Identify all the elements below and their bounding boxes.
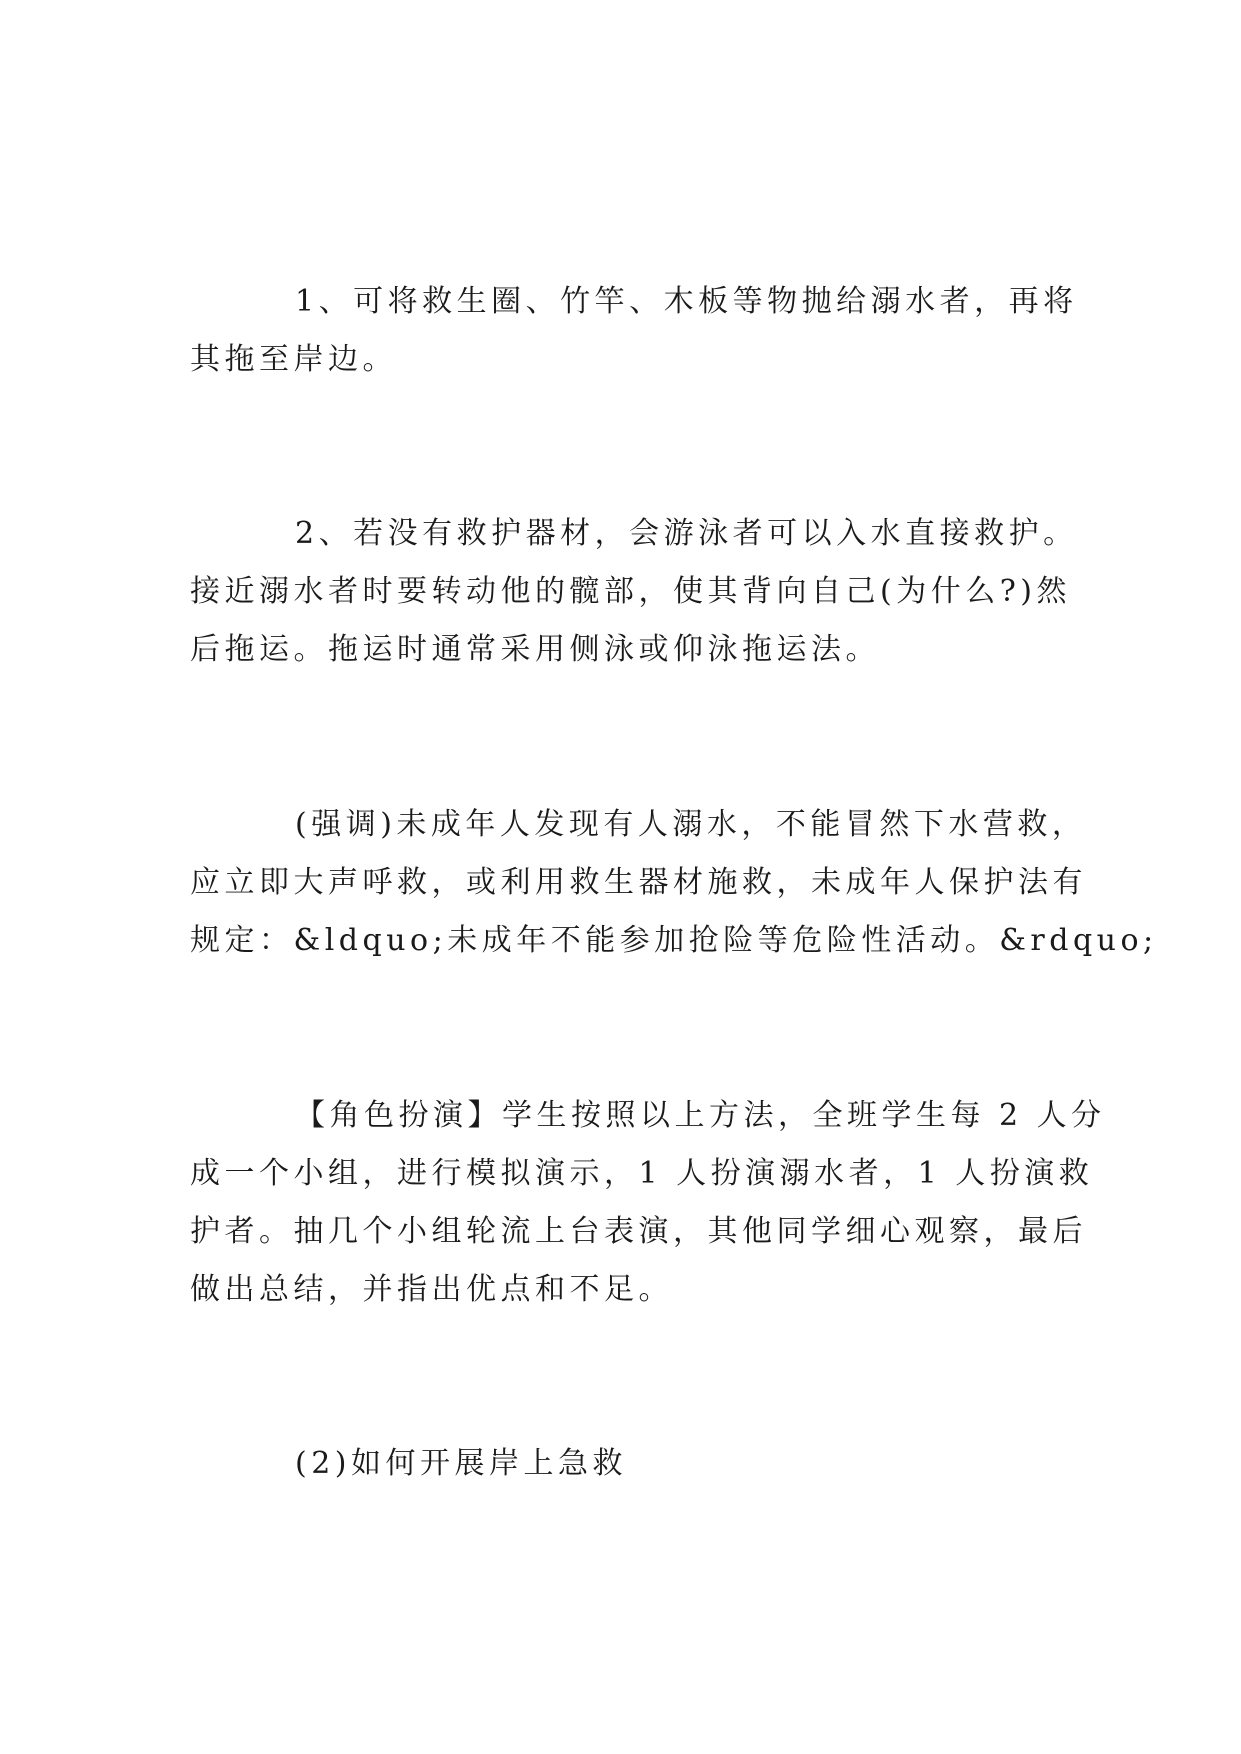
paragraph-line: 2、若没有救护器材，会游泳者可以入水直接救护。 — [295, 516, 1078, 551]
paragraph-line: 接近溺水者时要转动他的髋部，使其背向自己(为什么?)然 — [190, 574, 1071, 609]
paragraph-line: 【角色扮演】学生按照以上方法，全班学生每 2 人分 — [295, 1098, 1106, 1133]
paragraph-line: 规定：&ldquo;未成年不能参加抢险等危险性活动。&rdquo; — [190, 923, 1158, 958]
paragraph-line: 后拖运。拖运时通常采用侧泳或仰泳拖运法。 — [190, 632, 880, 667]
paragraph-line: 护者。抽几个小组轮流上台表演，其他同学细心观察，最后 — [190, 1214, 1087, 1249]
paragraph-line: 应立即大声呼救，或利用救生器材施救，未成年人保护法有 — [190, 865, 1087, 900]
paragraph-line: 1、可将救生圈、竹竿、木板等物抛给溺水者，再将 — [295, 284, 1078, 319]
paragraph-line: 成一个小组，进行模拟演示，1 人扮演溺水者，1 人扮演救 — [190, 1156, 1094, 1191]
paragraph-line: (强调)未成年人发现有人溺水，不能冒然下水营救， — [295, 807, 1087, 842]
paragraph-line: 做出总结，并指出优点和不足。 — [190, 1272, 673, 1307]
paragraph-line: 其拖至岸边。 — [190, 342, 397, 377]
section-heading: (2)如何开展岸上急救 — [295, 1446, 627, 1481]
